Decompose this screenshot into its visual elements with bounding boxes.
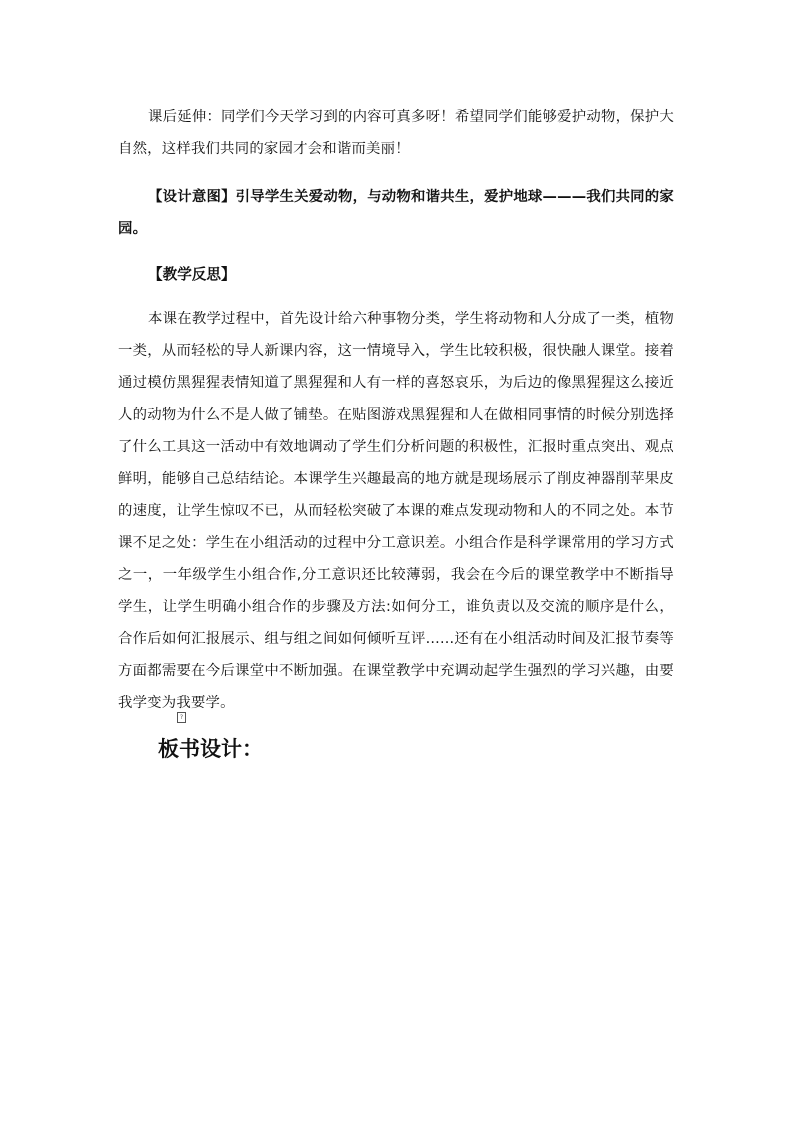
reflection-paragraph: 本课在教学过程中，首先设计给六种事物分类，学生将动物和人分成了一类，植物一类，从而轻松的导人新课内容，这一情境导入，学生比较积极，很快融人课堂。接着通过模仿黑猩猩表情知道了黑猩猩和人有一样的喜怒哀乐，为后边的像黑猩猩这么接近人的动物为什么不是人做了铺垫。在贴图游戏黑猩猩和人在做相同事情的时候分别选择了什么工具这一活动中有效地调动了学生们分析问题的积极性，汇报时重点突出、观点鲜明，能够自己总结结论。本课学生兴趣最高的地方就是现场展示了削皮神器削苹果皮的速度，让学生惊叹不已，从而轻松突破了本课的难点发现动物和人的不同之处。本节课不足之处：学生在小组活动的过程中分工意识差。小组合作是科学课常用的学习方式之一，一年级学生小组合作,分工意识还比较薄弱，我会在今后的课堂教学中不断指导学生，让学生明确小组合作的步骤及方法:如何分工，谁负责以及交流的顺序是什么，合作后如何汇报展示、组与组之间如何倾听互评......还有在小组活动时间及汇报节奏等方面都需要在今后课堂中不断加强。在课堂教学中充调动起学生强烈的学习兴趣，由要我学变为我要学。 bbox=[118, 311, 674, 711]
placeholder-image-icon: ? bbox=[177, 712, 186, 723]
reflection-heading: 【教学反思】 bbox=[148, 266, 236, 283]
design-intent-paragraph: 【设计意图】引导学生关爱动物，与动物和谐共生，爱护地球———我们共同的家园。 bbox=[118, 189, 674, 237]
board-design-heading: 板书设计： bbox=[158, 736, 263, 761]
extension-paragraph: 课后延伸：同学们今天学习到的内容可真多呀！希望同学们能够爱护动物，保护大自然，这样我们共同的家园才会和谐而美丽！ bbox=[118, 109, 674, 157]
